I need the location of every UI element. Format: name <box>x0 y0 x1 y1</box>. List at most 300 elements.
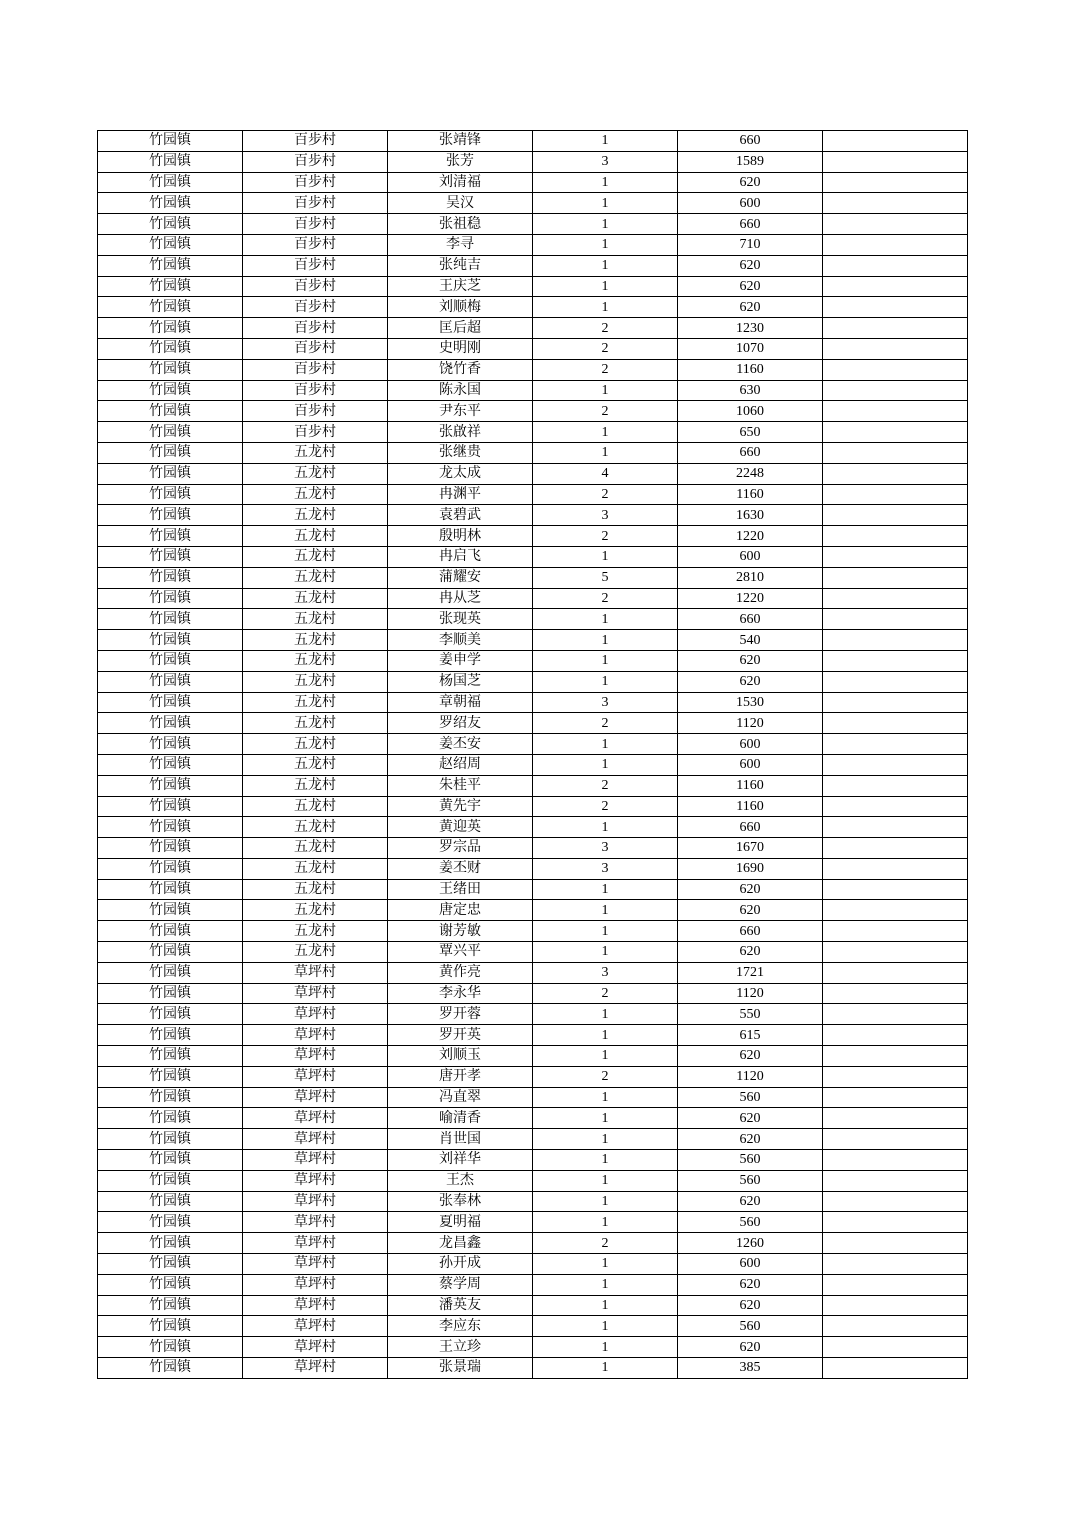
cell-count: 3 <box>533 962 678 983</box>
cell-note <box>823 1025 968 1046</box>
cell-note <box>823 1004 968 1025</box>
cell-note <box>823 255 968 276</box>
cell-count: 1 <box>533 1087 678 1108</box>
cell-village: 五龙村 <box>243 838 388 859</box>
cell-note <box>823 193 968 214</box>
cell-town: 竹园镇 <box>98 796 243 817</box>
cell-town: 竹园镇 <box>98 962 243 983</box>
table-row <box>98 921 968 942</box>
cell-count: 1 <box>533 255 678 276</box>
cell-amount: 600 <box>678 546 823 567</box>
cell-note <box>823 609 968 630</box>
cell-note <box>823 962 968 983</box>
cell-note <box>823 1046 968 1067</box>
cell-village: 草坪村 <box>243 983 388 1004</box>
cell-name: 龙太成 <box>388 463 533 484</box>
cell-village: 百步村 <box>243 172 388 193</box>
cell-amount: 620 <box>678 879 823 900</box>
cell-name: 罗开英 <box>388 1025 533 1046</box>
cell-note <box>823 900 968 921</box>
cell-town: 竹园镇 <box>98 942 243 963</box>
table-row <box>98 713 968 734</box>
cell-town: 竹园镇 <box>98 754 243 775</box>
cell-village: 百步村 <box>243 255 388 276</box>
cell-amount: 620 <box>678 255 823 276</box>
cell-village: 五龙村 <box>243 942 388 963</box>
cell-count: 2 <box>533 796 678 817</box>
cell-amount: 1530 <box>678 692 823 713</box>
cell-amount: 615 <box>678 1025 823 1046</box>
cell-town: 竹园镇 <box>98 1087 243 1108</box>
cell-village: 百步村 <box>243 214 388 235</box>
table-row <box>98 1170 968 1191</box>
cell-name: 冯直翠 <box>388 1087 533 1108</box>
cell-town: 竹园镇 <box>98 401 243 422</box>
cell-town: 竹园镇 <box>98 692 243 713</box>
cell-town: 竹园镇 <box>98 1004 243 1025</box>
cell-name: 王杰 <box>388 1170 533 1191</box>
table-row <box>98 359 968 380</box>
cell-amount: 620 <box>678 900 823 921</box>
cell-count: 1 <box>533 1129 678 1150</box>
cell-count: 2 <box>533 526 678 547</box>
cell-note <box>823 692 968 713</box>
cell-note <box>823 297 968 318</box>
cell-name: 王绪田 <box>388 879 533 900</box>
cell-town: 竹园镇 <box>98 359 243 380</box>
cell-name: 黄作亮 <box>388 962 533 983</box>
cell-count: 2 <box>533 484 678 505</box>
cell-name: 姜丕安 <box>388 734 533 755</box>
cell-amount: 1120 <box>678 713 823 734</box>
cell-note <box>823 921 968 942</box>
cell-amount: 560 <box>678 1150 823 1171</box>
cell-village: 五龙村 <box>243 713 388 734</box>
cell-note <box>823 713 968 734</box>
table-body <box>98 131 968 1379</box>
cell-count: 2 <box>533 338 678 359</box>
table-row <box>98 276 968 297</box>
cell-name: 蔡学周 <box>388 1274 533 1295</box>
cell-name: 史明刚 <box>388 338 533 359</box>
cell-town: 竹园镇 <box>98 983 243 1004</box>
cell-count: 1 <box>533 1191 678 1212</box>
cell-village: 百步村 <box>243 276 388 297</box>
cell-town: 竹园镇 <box>98 380 243 401</box>
cell-village: 五龙村 <box>243 484 388 505</box>
cell-note <box>823 879 968 900</box>
cell-count: 3 <box>533 505 678 526</box>
cell-note <box>823 983 968 1004</box>
cell-name: 龙昌鑫 <box>388 1233 533 1254</box>
cell-note <box>823 131 968 152</box>
cell-note <box>823 942 968 963</box>
cell-village: 百步村 <box>243 338 388 359</box>
cell-amount: 1160 <box>678 484 823 505</box>
table-row <box>98 754 968 775</box>
cell-name: 尹东平 <box>388 401 533 422</box>
cell-village: 草坪村 <box>243 962 388 983</box>
table-row <box>98 526 968 547</box>
cell-note <box>823 546 968 567</box>
cell-town: 竹园镇 <box>98 484 243 505</box>
cell-name: 赵绍周 <box>388 754 533 775</box>
cell-name: 夏明福 <box>388 1212 533 1233</box>
table-row <box>98 858 968 879</box>
table-row <box>98 422 968 443</box>
cell-village: 百步村 <box>243 234 388 255</box>
cell-amount: 560 <box>678 1316 823 1337</box>
cell-village: 百步村 <box>243 401 388 422</box>
cell-count: 1 <box>533 900 678 921</box>
cell-village: 草坪村 <box>243 1254 388 1275</box>
cell-town: 竹园镇 <box>98 214 243 235</box>
cell-town: 竹园镇 <box>98 1295 243 1316</box>
cell-count: 1 <box>533 297 678 318</box>
cell-count: 3 <box>533 838 678 859</box>
cell-amount: 660 <box>678 609 823 630</box>
cell-town: 竹园镇 <box>98 650 243 671</box>
cell-town: 竹园镇 <box>98 526 243 547</box>
cell-village: 草坪村 <box>243 1316 388 1337</box>
cell-name: 谢芳敏 <box>388 921 533 942</box>
cell-amount: 630 <box>678 380 823 401</box>
cell-amount: 620 <box>678 1108 823 1129</box>
cell-note <box>823 401 968 422</box>
cell-note <box>823 1150 968 1171</box>
cell-amount: 620 <box>678 1274 823 1295</box>
table-row <box>98 401 968 422</box>
cell-village: 五龙村 <box>243 775 388 796</box>
cell-amount: 1260 <box>678 1233 823 1254</box>
cell-note <box>823 151 968 172</box>
cell-amount: 620 <box>678 1337 823 1358</box>
cell-name: 张祖稳 <box>388 214 533 235</box>
cell-town: 竹园镇 <box>98 1108 243 1129</box>
cell-count: 1 <box>533 1170 678 1191</box>
cell-town: 竹园镇 <box>98 1046 243 1067</box>
cell-note <box>823 650 968 671</box>
cell-count: 2 <box>533 983 678 1004</box>
cell-note <box>823 1212 968 1233</box>
table-row <box>98 900 968 921</box>
cell-count: 2 <box>533 775 678 796</box>
cell-name: 肖世国 <box>388 1129 533 1150</box>
cell-village: 五龙村 <box>243 858 388 879</box>
cell-town: 竹园镇 <box>98 630 243 651</box>
cell-amount: 620 <box>678 1046 823 1067</box>
cell-count: 1 <box>533 650 678 671</box>
table-row <box>98 630 968 651</box>
cell-amount: 1060 <box>678 401 823 422</box>
table-row <box>98 131 968 152</box>
table-row <box>98 1150 968 1171</box>
table-row <box>98 1004 968 1025</box>
cell-town: 竹园镇 <box>98 713 243 734</box>
cell-count: 1 <box>533 214 678 235</box>
cell-town: 竹园镇 <box>98 442 243 463</box>
cell-note <box>823 734 968 755</box>
cell-name: 孙开成 <box>388 1254 533 1275</box>
cell-village: 草坪村 <box>243 1358 388 1379</box>
cell-count: 1 <box>533 1004 678 1025</box>
cell-village: 草坪村 <box>243 1087 388 1108</box>
cell-village: 五龙村 <box>243 692 388 713</box>
cell-note <box>823 754 968 775</box>
cell-town: 竹园镇 <box>98 1129 243 1150</box>
table-row <box>98 817 968 838</box>
cell-town: 竹园镇 <box>98 422 243 443</box>
cell-count: 1 <box>533 879 678 900</box>
cell-town: 竹园镇 <box>98 900 243 921</box>
cell-town: 竹园镇 <box>98 276 243 297</box>
table-row <box>98 1212 968 1233</box>
cell-count: 1 <box>533 1337 678 1358</box>
cell-town: 竹园镇 <box>98 234 243 255</box>
cell-town: 竹园镇 <box>98 838 243 859</box>
cell-village: 五龙村 <box>243 630 388 651</box>
cell-village: 草坪村 <box>243 1025 388 1046</box>
cell-name: 黄迎英 <box>388 817 533 838</box>
cell-village: 五龙村 <box>243 879 388 900</box>
cell-count: 2 <box>533 713 678 734</box>
table-row <box>98 1129 968 1150</box>
cell-count: 3 <box>533 692 678 713</box>
cell-count: 1 <box>533 1295 678 1316</box>
table-row <box>98 588 968 609</box>
cell-note <box>823 1274 968 1295</box>
cell-note <box>823 234 968 255</box>
cell-town: 竹园镇 <box>98 609 243 630</box>
table-row <box>98 1025 968 1046</box>
cell-count: 1 <box>533 734 678 755</box>
cell-amount: 660 <box>678 214 823 235</box>
cell-village: 五龙村 <box>243 505 388 526</box>
cell-town: 竹园镇 <box>98 131 243 152</box>
cell-name: 刘顺梅 <box>388 297 533 318</box>
cell-amount: 620 <box>678 650 823 671</box>
cell-count: 1 <box>533 1358 678 1379</box>
cell-village: 百步村 <box>243 422 388 443</box>
cell-note <box>823 380 968 401</box>
table-row <box>98 609 968 630</box>
cell-amount: 1220 <box>678 526 823 547</box>
cell-note <box>823 338 968 359</box>
cell-village: 五龙村 <box>243 526 388 547</box>
cell-name: 喻清香 <box>388 1108 533 1129</box>
cell-count: 2 <box>533 1066 678 1087</box>
cell-village: 五龙村 <box>243 796 388 817</box>
cell-amount: 385 <box>678 1358 823 1379</box>
cell-amount: 660 <box>678 442 823 463</box>
table-row <box>98 172 968 193</box>
cell-count: 1 <box>533 1254 678 1275</box>
cell-count: 1 <box>533 380 678 401</box>
cell-village: 草坪村 <box>243 1212 388 1233</box>
table-row <box>98 962 968 983</box>
cell-name: 张啟祥 <box>388 422 533 443</box>
cell-note <box>823 1066 968 1087</box>
cell-town: 竹园镇 <box>98 172 243 193</box>
cell-note <box>823 838 968 859</box>
cell-name: 黄先宇 <box>388 796 533 817</box>
cell-village: 百步村 <box>243 193 388 214</box>
cell-name: 王庆芝 <box>388 276 533 297</box>
cell-name: 吴汉 <box>388 193 533 214</box>
cell-amount: 650 <box>678 422 823 443</box>
cell-note <box>823 1337 968 1358</box>
cell-village: 五龙村 <box>243 650 388 671</box>
cell-town: 竹园镇 <box>98 1254 243 1275</box>
cell-amount: 620 <box>678 297 823 318</box>
cell-count: 1 <box>533 754 678 775</box>
cell-village: 五龙村 <box>243 567 388 588</box>
cell-village: 草坪村 <box>243 1337 388 1358</box>
cell-name: 张奉林 <box>388 1191 533 1212</box>
cell-name: 张现英 <box>388 609 533 630</box>
cell-amount: 1721 <box>678 962 823 983</box>
cell-note <box>823 1170 968 1191</box>
cell-name: 冉渊平 <box>388 484 533 505</box>
cell-note <box>823 276 968 297</box>
cell-amount: 1160 <box>678 359 823 380</box>
cell-village: 草坪村 <box>243 1170 388 1191</box>
cell-name: 姜申学 <box>388 650 533 671</box>
table-row <box>98 546 968 567</box>
cell-village: 草坪村 <box>243 1046 388 1067</box>
table-row <box>98 1087 968 1108</box>
cell-village: 五龙村 <box>243 546 388 567</box>
table-row <box>98 505 968 526</box>
table-row <box>98 1108 968 1129</box>
cell-name: 冉从芝 <box>388 588 533 609</box>
cell-village: 百步村 <box>243 297 388 318</box>
cell-count: 3 <box>533 858 678 879</box>
cell-count: 4 <box>533 463 678 484</box>
cell-count: 1 <box>533 630 678 651</box>
cell-amount: 2248 <box>678 463 823 484</box>
cell-note <box>823 817 968 838</box>
cell-note <box>823 1233 968 1254</box>
cell-amount: 1589 <box>678 151 823 172</box>
table-row <box>98 193 968 214</box>
cell-amount: 550 <box>678 1004 823 1025</box>
cell-count: 1 <box>533 442 678 463</box>
cell-amount: 600 <box>678 193 823 214</box>
cell-amount: 560 <box>678 1212 823 1233</box>
cell-count: 1 <box>533 234 678 255</box>
cell-amount: 560 <box>678 1170 823 1191</box>
table-row <box>98 942 968 963</box>
table-row <box>98 650 968 671</box>
cell-village: 百步村 <box>243 380 388 401</box>
table-row <box>98 318 968 339</box>
cell-count: 1 <box>533 609 678 630</box>
cell-amount: 1120 <box>678 983 823 1004</box>
cell-name: 罗开蓉 <box>388 1004 533 1025</box>
cell-village: 五龙村 <box>243 734 388 755</box>
cell-name: 章朝福 <box>388 692 533 713</box>
cell-town: 竹园镇 <box>98 546 243 567</box>
table-row <box>98 734 968 755</box>
cell-count: 1 <box>533 942 678 963</box>
cell-town: 竹园镇 <box>98 775 243 796</box>
cell-town: 竹园镇 <box>98 255 243 276</box>
cell-count: 2 <box>533 588 678 609</box>
cell-village: 五龙村 <box>243 463 388 484</box>
cell-village: 草坪村 <box>243 1295 388 1316</box>
cell-village: 五龙村 <box>243 442 388 463</box>
cell-note <box>823 630 968 651</box>
cell-note <box>823 567 968 588</box>
cell-town: 竹园镇 <box>98 318 243 339</box>
cell-village: 百步村 <box>243 318 388 339</box>
cell-count: 1 <box>533 172 678 193</box>
cell-name: 陈永国 <box>388 380 533 401</box>
cell-village: 草坪村 <box>243 1004 388 1025</box>
table-row <box>98 1316 968 1337</box>
cell-name: 蒲耀安 <box>388 567 533 588</box>
cell-village: 五龙村 <box>243 900 388 921</box>
cell-count: 1 <box>533 1108 678 1129</box>
cell-note <box>823 796 968 817</box>
cell-note <box>823 526 968 547</box>
cell-count: 1 <box>533 817 678 838</box>
cell-amount: 600 <box>678 1254 823 1275</box>
cell-count: 2 <box>533 318 678 339</box>
cell-town: 竹园镇 <box>98 1150 243 1171</box>
cell-village: 五龙村 <box>243 817 388 838</box>
cell-amount: 1690 <box>678 858 823 879</box>
table-row <box>98 1337 968 1358</box>
cell-amount: 660 <box>678 131 823 152</box>
table-row <box>98 775 968 796</box>
cell-name: 张景瑞 <box>388 1358 533 1379</box>
cell-note <box>823 1358 968 1379</box>
cell-village: 草坪村 <box>243 1233 388 1254</box>
cell-count: 3 <box>533 151 678 172</box>
table-row <box>98 255 968 276</box>
cell-count: 2 <box>533 401 678 422</box>
cell-town: 竹园镇 <box>98 297 243 318</box>
cell-name: 姜丕财 <box>388 858 533 879</box>
cell-name: 张芳 <box>388 151 533 172</box>
cell-count: 1 <box>533 131 678 152</box>
cell-note <box>823 1316 968 1337</box>
cell-village: 草坪村 <box>243 1150 388 1171</box>
table-row <box>98 442 968 463</box>
table-row <box>98 1254 968 1275</box>
cell-amount: 1070 <box>678 338 823 359</box>
cell-name: 李永华 <box>388 983 533 1004</box>
cell-name: 刘清福 <box>388 172 533 193</box>
cell-town: 竹园镇 <box>98 1233 243 1254</box>
cell-town: 竹园镇 <box>98 463 243 484</box>
cell-town: 竹园镇 <box>98 1358 243 1379</box>
cell-name: 张纯吉 <box>388 255 533 276</box>
table-row <box>98 796 968 817</box>
table-row <box>98 671 968 692</box>
cell-name: 冉启飞 <box>388 546 533 567</box>
cell-name: 饶竹香 <box>388 359 533 380</box>
cell-amount: 620 <box>678 1191 823 1212</box>
table-row <box>98 879 968 900</box>
cell-village: 五龙村 <box>243 754 388 775</box>
cell-amount: 620 <box>678 1129 823 1150</box>
cell-name: 张靖锋 <box>388 131 533 152</box>
cell-town: 竹园镇 <box>98 921 243 942</box>
table-row <box>98 214 968 235</box>
